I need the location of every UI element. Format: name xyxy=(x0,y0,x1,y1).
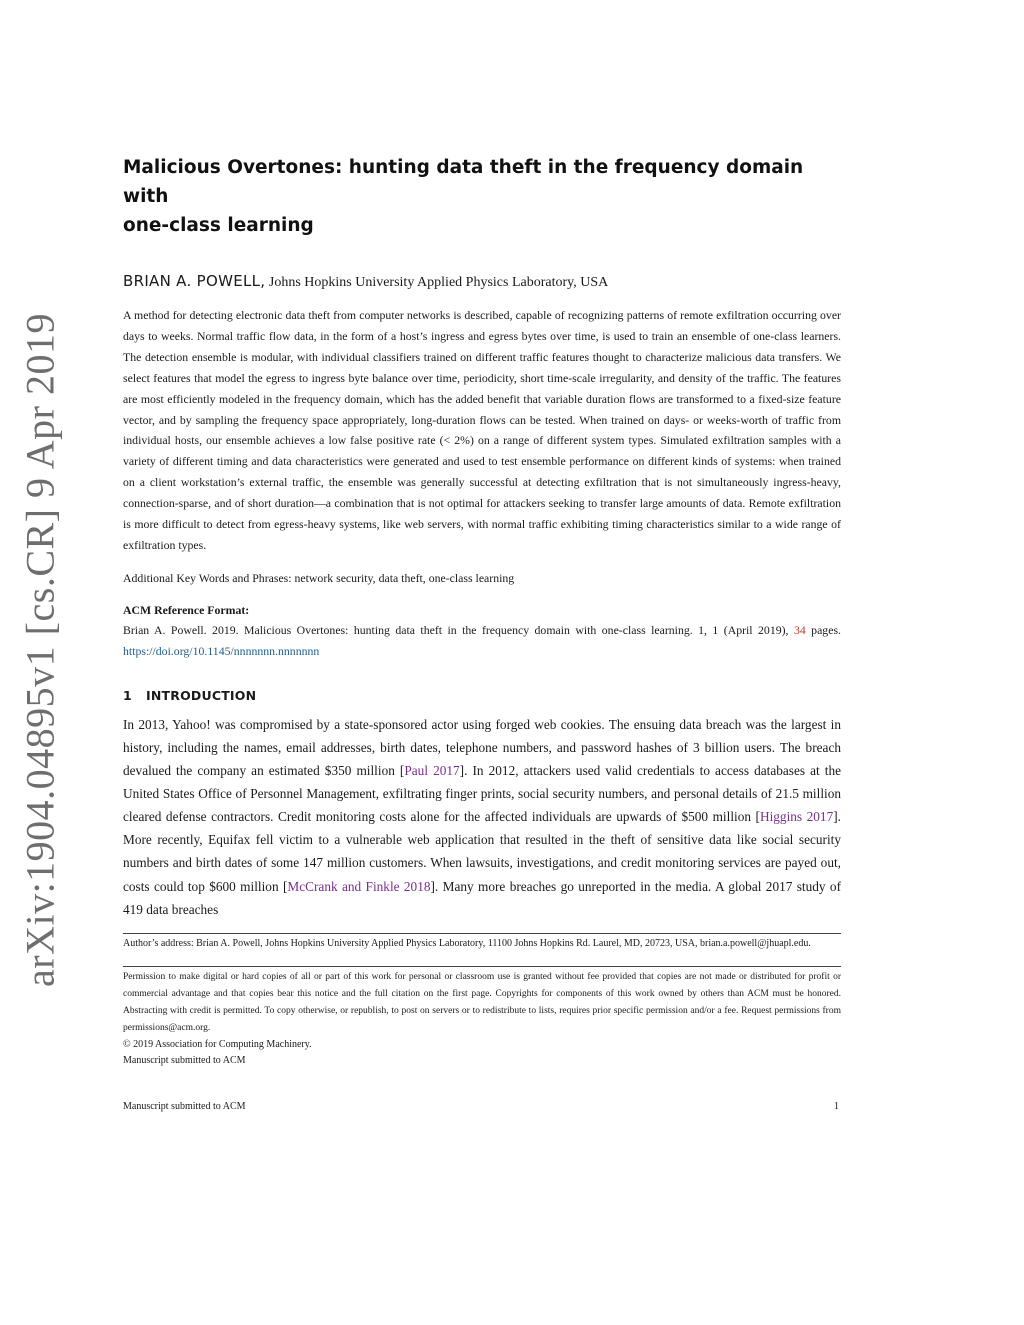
title-line-1: Malicious Overtones: hunting data theft in the frequency domain with xyxy=(123,157,804,207)
section-number: 1 xyxy=(123,687,132,703)
intro-text-3: ]. More recently, Equifax fell victim to a vulnerable web application that resulted in the theft of sensitive data like social security numbers and birth dates of some 147 million customers. When lawsuits, investigations, and credit monitoring services are payed out, costs could top $600 million [ xyxy=(123,809,841,894)
citation-link-higgins[interactable]: Higgins 2017 xyxy=(759,809,834,825)
keywords: Additional Key Words and Phrases: network security, data theft, one-class learning xyxy=(123,570,515,585)
acm-reference-text: Brian A. Powell. 2019. Malicious Overtones: hunting data theft in the frequency domain with one-class learning. 1, 1 (April 2019), xyxy=(123,622,794,637)
section-title: INTRODUCTION xyxy=(146,687,257,703)
acm-reference xyxy=(123,620,841,662)
footnote-divider xyxy=(123,933,841,934)
author-address: Author’s address: Brian A. Powell, Johns Hopkins University Applied Physics Laboratory, 11100 Johns Hopkins Rd. Laurel, MD, 20723, USA, brian.a.powell@jhuapl.edu. xyxy=(123,937,811,949)
paper-title xyxy=(123,153,841,240)
citation-link-mccrank[interactable]: McCrank and Finkle 2018 xyxy=(287,878,431,894)
acm-reference-pages-word: pages. xyxy=(805,622,841,637)
title-line-2: one-class learning xyxy=(123,215,314,236)
citation-link-paul[interactable]: Paul 2017 xyxy=(404,763,460,779)
intro-text-1: In 2013, Yahoo! was compromised by a state-sponsored actor using forged web cookies. The ensuing data breach was the largest in history, including the names, email addresses, birth dates, telephone numbers, and password hashes of 3 billion users. The breach devalued the company an estimated $350 million [ xyxy=(123,716,841,779)
section-heading xyxy=(123,688,841,703)
footer-left: Manuscript submitted to ACM xyxy=(123,1101,246,1112)
intro-text-2: ]. In 2012, attackers used valid credentials to access databases at the United States Office of Personnel Management, exfiltrating finger prints, social security numbers, and personal details of 21.5 million cleared defense contractors. Credit monitoring costs alone for the affected individuals are upwards of $500 million [ xyxy=(123,763,841,825)
copyright-line: © 2019 Association for Computing Machinery. xyxy=(123,1038,312,1050)
arxiv-side-identifier xyxy=(10,312,70,988)
manuscript-line: Manuscript submitted to ACM xyxy=(123,1054,246,1066)
acm-reference-heading: ACM Reference Format: xyxy=(123,602,250,617)
acm-reference-pages-link[interactable]: 34 xyxy=(793,622,806,637)
author-affiliation: Johns Hopkins University Applied Physics Laboratory, USA xyxy=(265,275,609,290)
paper-page xyxy=(123,150,841,1069)
page-number: 1 xyxy=(834,1101,839,1112)
page-footer xyxy=(123,1101,841,1112)
permission-divider xyxy=(123,966,841,967)
author-name: BRIAN A. POWELL, xyxy=(123,272,266,290)
author-line xyxy=(123,272,841,291)
permission-notice: Permission to make digital or hard copies of all or part of this work for personal or classroom use is granted without fee provided that copies are not made or distributed for profit or commercial advantage and that copies bear this notice and the full citation on the first page. Copyrights for components of this work owned by others than ACM must be honored. Abstracting with credit is permitted. To copy otherwise, or republish, to post on servers or to redistribute to lists, requires prior specific permission and/or a fee. Request permissions from permissions@acm.org. xyxy=(123,971,841,1033)
arxiv-id-text: arXiv:1904.04895v1 [cs.CR] 9 Apr 2019 xyxy=(17,312,63,988)
abstract: A method for detecting electronic data theft from computer networks is described, capable of recognizing patterns of remote exfiltration occurring over days to weeks. Normal traffic flow data, in the form of a host’s ingress and egress bytes over time, is used to train an ensemble of one-class learners. The detection ensemble is modular, with individual classifiers trained on different traffic features thought to characterize malicious data transfers. We select features that model the egress to ingress byte balance over time, periodicity, short time-scale irregularity, and density of the traffic. The features are most efficiently modeled in the frequency domain, which has the added benefit that variable duration flows are transformed to a fixed-size feature vector, and by sampling the frequency space appropriately, long-duration flows can be tested. When trained on days- or weeks-worth of traffic from individual hosts, our ensemble achieves a low false positive rate (< 2%) on a range of different system types. Simulated exfiltration samples with a variety of different timing and data characteristics were generated and used to test ensemble performance on different kinds of systems: when trained on a client workstation’s external traffic, the ensemble was generally successful at detecting exfiltration that is not simultaneously ingress-heavy, connection-sparse, and of short duration—a combination that is not optimal for attackers seeking to transfer large amounts of data. Remote exfiltration is more difficult to detect from egress-heavy systems, like web servers, with normal traffic exhibiting timing characteristics similar to a wide range of exfiltration types. xyxy=(123,308,841,552)
intro-text-4: ]. Many more breaches go unreported in the media. A global 2017 study of 419 data breaches xyxy=(123,878,842,917)
doi-link[interactable]: https://doi.org/10.1145/nnnnnnn.nnnnnnn xyxy=(123,643,320,658)
intro-paragraph xyxy=(123,713,841,921)
